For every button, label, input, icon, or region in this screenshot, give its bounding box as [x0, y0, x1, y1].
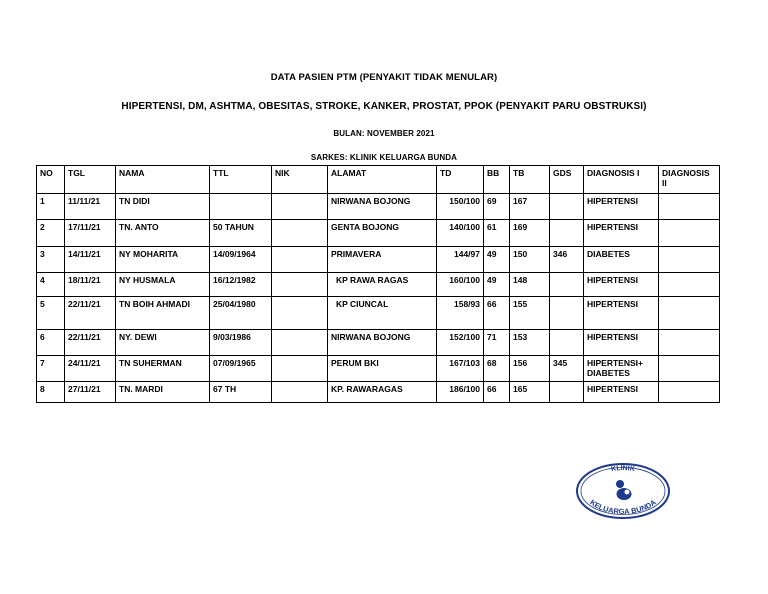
header-td: TD	[437, 166, 484, 194]
cell-gds	[550, 194, 584, 220]
cell-bb: 66	[484, 382, 510, 403]
cell-ttl	[210, 194, 272, 220]
cell-nama: TN DIDI	[116, 194, 210, 220]
clinic-stamp	[575, 462, 671, 520]
cell-tb: 169	[510, 220, 550, 247]
table-row	[37, 247, 720, 273]
cell-tb: 150	[510, 247, 550, 273]
table-row	[37, 220, 720, 247]
cell-no: 1	[37, 194, 65, 220]
document-title: DATA PASIEN PTM (PENYAKIT TIDAK MENULAR)	[270, 72, 498, 83]
cell-alamat: PERUM BKI	[328, 356, 437, 382]
cell-td: 140/100	[437, 220, 484, 247]
cell-tb: 155	[510, 297, 550, 330]
header-nama: NAMA	[116, 166, 210, 194]
cell-td: 150/100	[437, 194, 484, 220]
cell-no: 2	[37, 220, 65, 247]
cell-gds: 346	[550, 247, 584, 273]
cell-alamat: KP. RAWARAGAS	[328, 382, 437, 403]
cell-td: 152/100	[437, 330, 484, 356]
cell-gds	[550, 297, 584, 330]
cell-diag1: HIPERTENSI	[584, 330, 659, 356]
cell-gds	[550, 330, 584, 356]
cell-ttl: 25/04/1980	[210, 297, 272, 330]
cell-nama: NY HUSMALA	[116, 273, 210, 297]
cell-td: 158/93	[437, 297, 484, 330]
cell-td: 186/100	[437, 382, 484, 403]
header-diagnosis-1: DIAGNOSIS I	[584, 166, 659, 194]
cell-ttl: 67 TH	[210, 382, 272, 403]
cell-nama: NY. DEWI	[116, 330, 210, 356]
header-ttl: TTL	[210, 166, 272, 194]
cell-nik	[272, 220, 328, 247]
table-row	[37, 382, 720, 403]
cell-alamat: PRIMAVERA	[328, 247, 437, 273]
cell-diag1: HIPERTENSI	[584, 297, 659, 330]
cell-alamat: GENTA BOJONG	[328, 220, 437, 247]
cell-diag1: DIABETES	[584, 247, 659, 273]
cell-nik	[272, 330, 328, 356]
cell-alamat: KP CIUNCAL	[328, 297, 437, 330]
cell-tgl: 27/11/21	[65, 382, 116, 403]
cell-diag2	[659, 247, 720, 273]
cell-diag1: HIPERTENSI	[584, 273, 659, 297]
cell-nama: TN SUHERMAN	[116, 356, 210, 382]
cell-diag1: HIPERTENSI	[584, 220, 659, 247]
cell-tgl: 22/11/21	[65, 297, 116, 330]
cell-bb: 66	[484, 297, 510, 330]
cell-nik	[272, 194, 328, 220]
header-gds: GDS	[550, 166, 584, 194]
cell-diag2	[659, 297, 720, 330]
cell-nama: TN. MARDI	[116, 382, 210, 403]
cell-nik	[272, 247, 328, 273]
cell-diag1: HIPERTENSI+ DIABETES	[584, 356, 659, 382]
cell-bb: 69	[484, 194, 510, 220]
cell-alamat: KP RAWA RAGAS	[328, 273, 437, 297]
cell-diag1: HIPERTENSI	[584, 382, 659, 403]
header-alamat: ALAMAT	[328, 166, 437, 194]
header-tgl: TGL	[65, 166, 116, 194]
month-label: BULAN: NOVEMBER 2021	[333, 129, 435, 138]
table-row	[37, 356, 720, 382]
cell-nama: TN. ANTO	[116, 220, 210, 247]
cell-nik	[272, 273, 328, 297]
cell-ttl: 50 TAHUN	[210, 220, 272, 247]
cell-diag2	[659, 356, 720, 382]
header-diagnosis-2: DIAGNOSIS II	[659, 166, 720, 194]
cell-nik	[272, 382, 328, 403]
cell-gds	[550, 273, 584, 297]
cell-nama: NY MOHARITA	[116, 247, 210, 273]
cell-alamat: NIRWANA BOJONG	[328, 330, 437, 356]
cell-td: 144/97	[437, 247, 484, 273]
cell-tb: 153	[510, 330, 550, 356]
cell-tb: 167	[510, 194, 550, 220]
cell-nik	[272, 356, 328, 382]
header-nik: NIK	[272, 166, 328, 194]
cell-tb: 156	[510, 356, 550, 382]
cell-tb: 165	[510, 382, 550, 403]
table-header-row	[37, 166, 720, 194]
cell-no: 7	[37, 356, 65, 382]
cell-bb: 49	[484, 273, 510, 297]
header-no: NO	[37, 166, 65, 194]
stamp-bottom-text: KELUARGA BUNDA	[588, 497, 658, 517]
cell-no: 4	[37, 273, 65, 297]
table-row	[37, 194, 720, 220]
header-bb: BB	[484, 166, 510, 194]
table-row	[37, 273, 720, 297]
table-row	[37, 330, 720, 356]
cell-alamat: NIRWANA BOJONG	[328, 194, 437, 220]
cell-gds	[550, 382, 584, 403]
cell-tgl: 11/11/21	[65, 194, 116, 220]
cell-diag2	[659, 194, 720, 220]
cell-ttl: 9/03/1986	[210, 330, 272, 356]
cell-diag2	[659, 330, 720, 356]
cell-tb: 148	[510, 273, 550, 297]
cell-no: 6	[37, 330, 65, 356]
cell-bb: 68	[484, 356, 510, 382]
cell-no: 5	[37, 297, 65, 330]
cell-tgl: 24/11/21	[65, 356, 116, 382]
cell-nik	[272, 297, 328, 330]
cell-bb: 71	[484, 330, 510, 356]
cell-ttl: 16/12/1982	[210, 273, 272, 297]
cell-ttl: 07/09/1965	[210, 356, 272, 382]
cell-gds: 345	[550, 356, 584, 382]
cell-bb: 61	[484, 220, 510, 247]
disease-list-title: HIPERTENSI, DM, ASHTMA, OBESITAS, STROKE, KANKER, PROSTAT, PPOK (PENYAKIT PARU OBSTRUKSI)	[121, 101, 647, 112]
stamp-top-text: KLINIK	[610, 464, 636, 474]
cell-bb: 49	[484, 247, 510, 273]
cell-diag2	[659, 273, 720, 297]
cell-tgl: 18/11/21	[65, 273, 116, 297]
cell-diag2	[659, 382, 720, 403]
cell-nama: TN BOIH AHMADI	[116, 297, 210, 330]
cell-tgl: 22/11/21	[65, 330, 116, 356]
table-row	[37, 297, 720, 330]
cell-no: 8	[37, 382, 65, 403]
header-tb: TB	[510, 166, 550, 194]
cell-diag2	[659, 220, 720, 247]
cell-no: 3	[37, 247, 65, 273]
cell-td: 167/103	[437, 356, 484, 382]
cell-tgl: 17/11/21	[65, 220, 116, 247]
facility-label: SARKES: KLINIK KELUARGA BUNDA	[310, 153, 458, 162]
patient-table	[36, 165, 720, 403]
cell-ttl: 14/09/1964	[210, 247, 272, 273]
cell-tgl: 14/11/21	[65, 247, 116, 273]
cell-gds	[550, 220, 584, 247]
mother-child-logo-icon	[616, 480, 632, 500]
cell-diag1: HIPERTENSI	[584, 194, 659, 220]
cell-td: 160/100	[437, 273, 484, 297]
